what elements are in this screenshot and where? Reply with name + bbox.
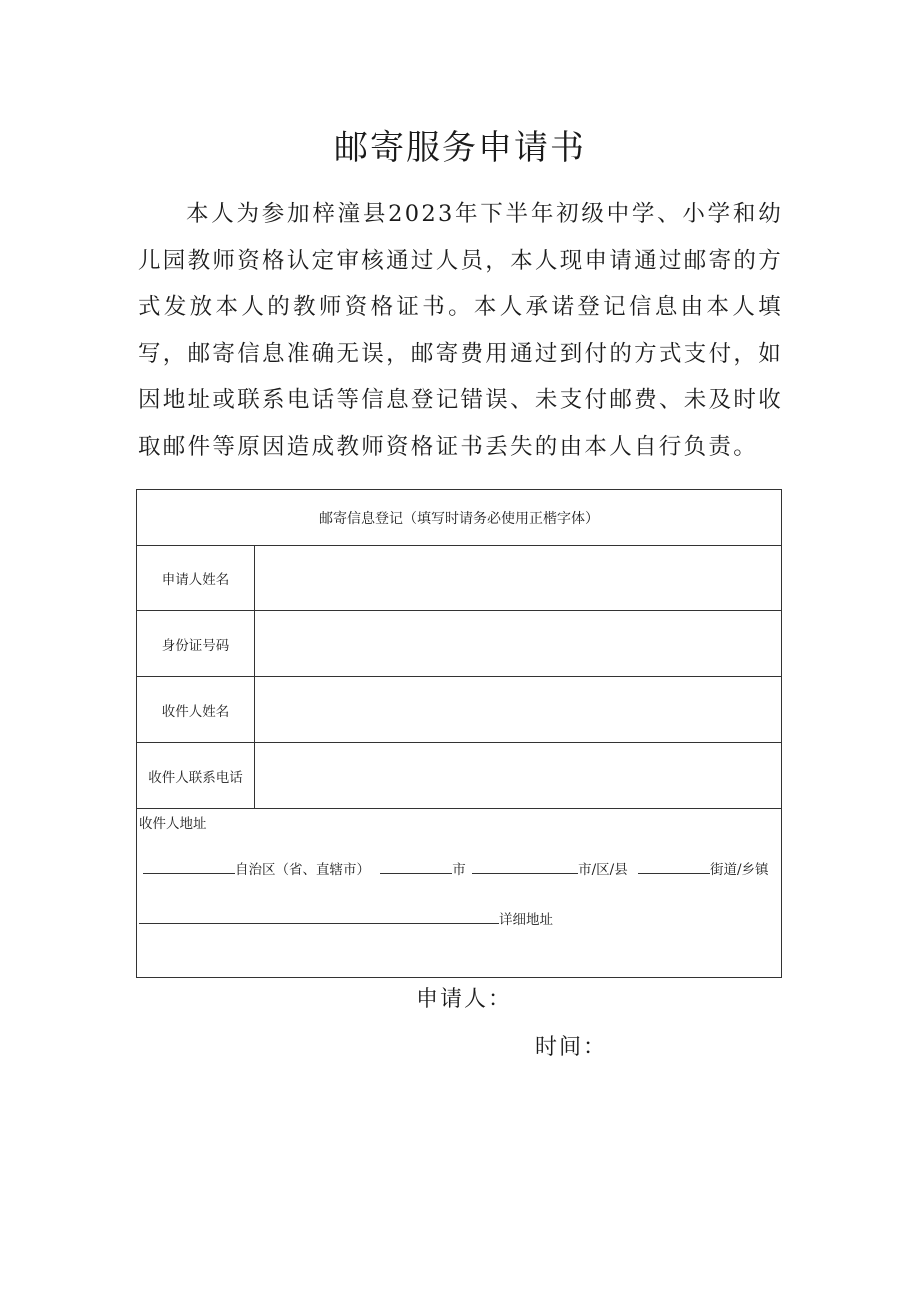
row-label: 收件人联系电话 <box>137 743 255 808</box>
form-header: 邮寄信息登记（填写时请务必使用正楷字体） <box>137 490 781 546</box>
mailing-info-form <box>136 489 782 978</box>
declaration-paragraph: 本人为参加梓潼县2023年下半年初级中学、小学和幼儿园教师资格认定审核通过人员，本人现申请通过邮寄的方式发放本人的教师资格证书。本人承诺登记信息由本人填写，邮寄信息准确无误，邮寄费用通过到付的方式支付，如因地址或联系电话等信息登记错误、未支付邮费、未及时收取邮件等原因造成教师资格证书丢失的由本人自行负责。 <box>138 201 783 460</box>
row-label: 收件人姓名 <box>137 677 255 742</box>
street-blank[interactable] <box>638 859 710 874</box>
id-number-field[interactable] <box>255 611 781 676</box>
applicant-signature-label: 申请人： <box>416 987 513 1012</box>
province-suffix: 自治区（省、直辖市） <box>235 862 370 878</box>
page-title: 邮寄服务申请书 <box>334 128 586 168</box>
row-label: 身份证号码 <box>137 611 255 676</box>
street-suffix: 街道/乡镇 <box>710 862 769 878</box>
form-row-recipient-phone <box>137 743 781 809</box>
district-blank[interactable] <box>472 859 578 874</box>
city-suffix: 市 <box>452 862 466 878</box>
form-row-id-number <box>137 611 781 677</box>
address-label: 收件人地址 <box>139 816 207 832</box>
province-blank[interactable] <box>143 859 235 874</box>
form-row-recipient-name <box>137 677 781 743</box>
detail-suffix: 详细地址 <box>499 912 553 928</box>
recipient-name-field[interactable] <box>255 677 781 742</box>
address-line-detail <box>139 908 553 928</box>
city-blank[interactable] <box>380 859 452 874</box>
form-row-applicant-name <box>137 545 781 611</box>
recipient-phone-field[interactable] <box>255 743 781 808</box>
date-label: 时间： <box>535 1035 608 1060</box>
row-label: 申请人姓名 <box>137 545 255 610</box>
district-suffix: 市/区/县 <box>578 862 628 878</box>
applicant-name-field[interactable] <box>255 545 781 610</box>
detail-blank[interactable] <box>139 909 499 924</box>
address-line-region <box>143 858 769 878</box>
